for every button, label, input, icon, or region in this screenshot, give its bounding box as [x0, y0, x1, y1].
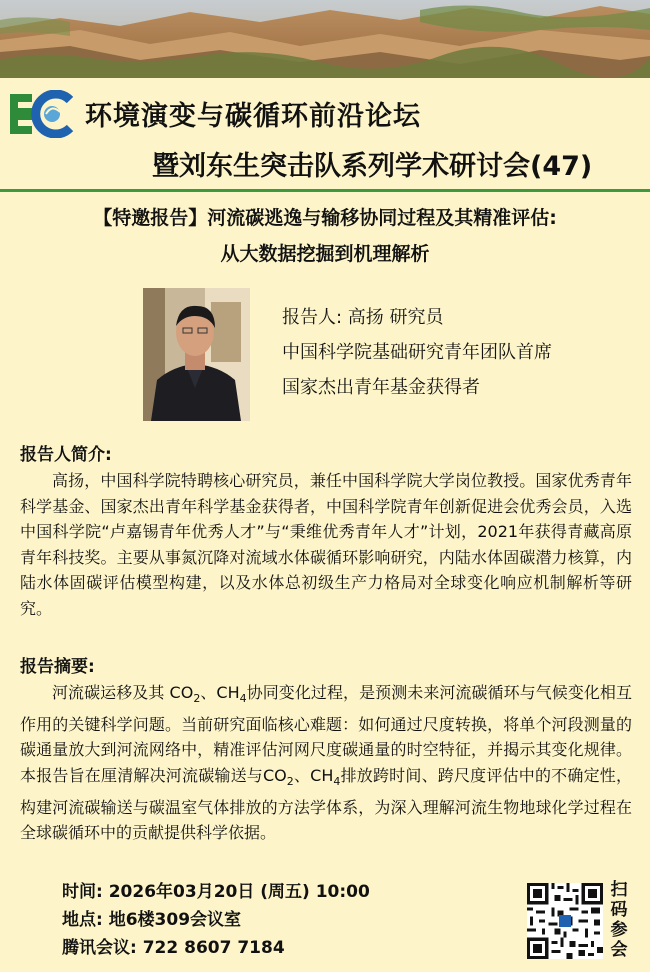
- speaker-name: 报告人: 高扬 研究员: [282, 307, 444, 328]
- report-title: [0, 200, 650, 272]
- forum-logo: [10, 90, 76, 138]
- event-details: [62, 878, 370, 962]
- divider: [0, 189, 650, 192]
- landscape-banner: [0, 0, 650, 78]
- event-location: 地点: 地6楼309会议室: [62, 910, 242, 930]
- abstract-text: 河流碳运移及其 $CO_2$、$CH_4$协同变化过程，是预测未来河流碳循环与气候变化相互作用的关键科学问题。当前研究面临核心难题：如何通过尺度转换，将单个河段测量的碳通量放大到河流网络中，精准评估河网尺度碳通量的时空特征，并揭示其变化规律。本报告旨在厘清解决河流碳输送与$CO_2$、$CH_4$排放跨时间、跨尺度评估中的不确定性，构建河流碳输送与碳温室气体排放的方法学体系，为深入理解河流生物地球化学过程在全球碳循环中的贡献提供科学依据。: [20, 683, 632, 843]
- event-time: 时间: 2026年03月20日 (周五) 10:00: [62, 882, 370, 902]
- bio-heading: 报告人简介:: [20, 445, 112, 465]
- speaker-award: 国家杰出青年基金获得者: [282, 377, 480, 398]
- meeting-id[interactable]: 腾讯会议: 722 8607 7184: [62, 938, 285, 958]
- report-title-line1: 【特邀报告】河流碳逃逸与输移协同过程及其精准评估:: [93, 207, 557, 229]
- bio-text: 高扬，中国科学院特聘核心研究员，兼任中国科学院大学岗位教授。国家优秀青年科学基金、国家杰出青年科学基金获得者，中国科学院青年创新促进会优秀会员，入选中国科学院“卢嘉锡青年优秀人才”与“秉维优秀青年人才”计划，2021年获得青藏高原青年科技奖。主要从事氮沉降对流域水体碳循环影响研究，内陆水体固碳潜力核算，内陆水体固碳评估模型构建，以及水体总初级生产力格局对全球变化响应机制解析等研究。: [20, 471, 632, 618]
- speaker-title: 中国科学院基础研究青年团队首席: [282, 342, 552, 363]
- speaker-info: [282, 300, 552, 405]
- speaker-photo: [143, 288, 250, 421]
- scan-to-join-label: 扫码参会: [610, 880, 628, 960]
- forum-title: 环境演变与碳循环前沿论坛: [85, 101, 421, 132]
- abstract-heading: 报告摘要:: [20, 657, 95, 677]
- report-title-line2: 从大数据挖掘到机理解析: [220, 243, 430, 265]
- header: [0, 78, 650, 190]
- qr-code[interactable]: [527, 883, 603, 959]
- forum-subtitle: 暨刘东生突击队系列学术研讨会(47): [152, 151, 593, 182]
